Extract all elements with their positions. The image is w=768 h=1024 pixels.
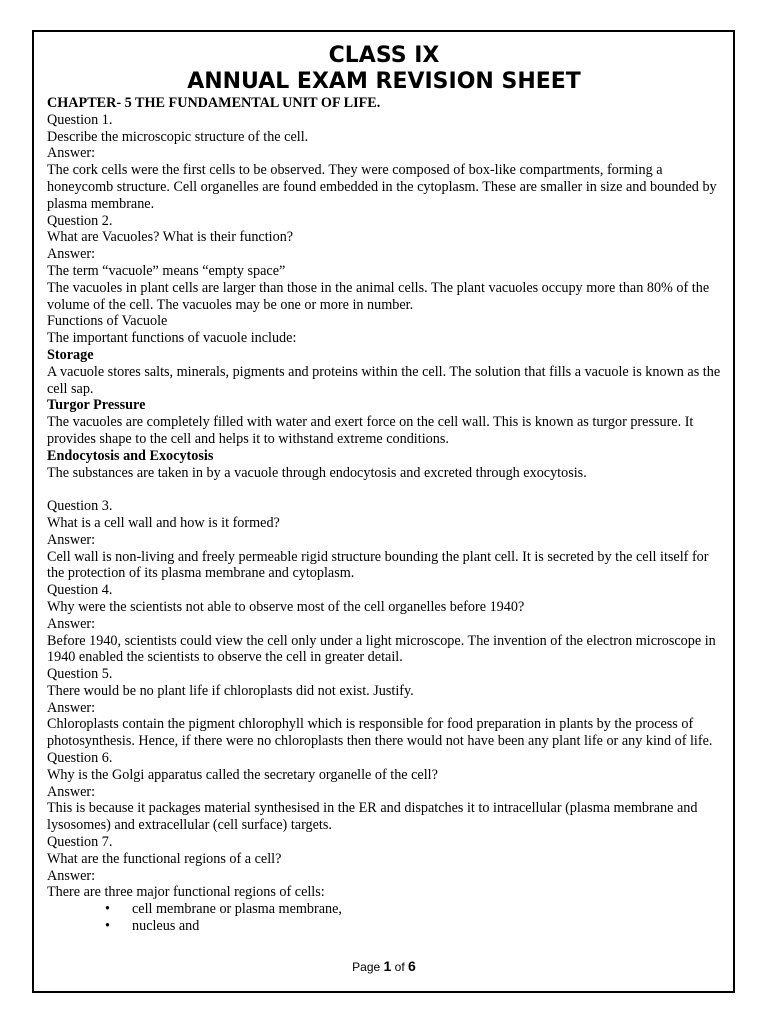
document-body xyxy=(47,95,727,935)
answer-label: Answer: xyxy=(47,867,96,884)
question-label: Question 4. xyxy=(47,582,113,599)
question-text: What is a cell wall and how is it formed? xyxy=(47,514,280,531)
class-heading: CLASS IX xyxy=(328,43,440,68)
answer-label: Answer: xyxy=(47,699,96,716)
question-text: There would be no plant life if chloroplasts did not exist. Justify. xyxy=(47,682,414,699)
answer-text: The vacuoles are completely filled with water and exert force on the cell wall. This is known as turgor pressure. It provides shape to the cell and helps it to withstand extreme conditions. xyxy=(47,414,694,447)
sheet-title: ANNUAL EXAM REVISION SHEET xyxy=(187,69,581,94)
answer-label: Answer: xyxy=(47,246,96,263)
bullet-icon: • xyxy=(105,918,110,935)
answer-text: The important functions of vacuole include: xyxy=(47,330,297,347)
question-label: Question 6. xyxy=(47,750,113,767)
list-item-text: cell membrane or plasma membrane, xyxy=(132,901,342,918)
answer-text: There are three major functional regions of cells: xyxy=(47,884,325,901)
subheading-turgor: Turgor Pressure xyxy=(47,397,146,414)
subheading-storage: Storage xyxy=(47,346,94,363)
list-item xyxy=(47,901,727,918)
answer-text: The substances are taken in by a vacuole through endocytosis and excreted through exocytosis. xyxy=(47,464,587,481)
subheading-endocytosis: Endocytosis and Exocytosis xyxy=(47,447,214,464)
list-item-text: nucleus and xyxy=(132,918,200,935)
answer-label: Answer: xyxy=(47,615,96,632)
question-text: What are the functional regions of a cell? xyxy=(47,850,282,867)
bullet-icon: • xyxy=(105,901,110,918)
of-word: of xyxy=(394,960,405,974)
page-word: Page xyxy=(352,960,381,974)
answer-text: Functions of Vacuole xyxy=(47,313,168,330)
blank-line xyxy=(47,481,727,498)
question-label: Question 5. xyxy=(47,666,113,683)
question-text: What are Vacuoles? What is their function? xyxy=(47,229,294,246)
answer-text: Chloroplasts contain the pigment chlorophyll which is responsible for food preparation in plants by the process of photosynthesis. Hence, if there were no chloroplasts then there would not have been any plant life or any kind of life. xyxy=(47,716,713,750)
answer-text: The cork cells were the first cells to be observed. They were composed of box-like compartments, forming a honeycomb structure. Cell organelles are found embedded in the cytoplasm. These are smaller in size and bounded by plasma membrane. xyxy=(47,162,717,212)
answer-text: This is because it packages material synthesised in the ER and dispatches it to intracellular (plasma membrane and lysosomes) and extracellular (cell surface) targets. xyxy=(47,800,698,834)
chapter-heading: CHAPTER- 5 THE FUNDAMENTAL UNIT OF LIFE. xyxy=(47,95,381,111)
question-text: Describe the microscopic structure of the cell. xyxy=(47,128,309,145)
page-total: 6 xyxy=(408,958,416,974)
answer-text: The vacuoles in plant cells are larger than those in the animal cells. The plant vacuoles occupy more than 80% of the volume of the cell. The vacuoles may be one or more in number. xyxy=(47,279,710,313)
answer-text: A vacuole stores salts, minerals, pigments and proteins within the cell. The solution that fills a vacuole is known as the cell sap. xyxy=(47,363,721,397)
page-footer xyxy=(0,958,768,974)
question-label: Question 3. xyxy=(47,498,113,515)
question-text: Why were the scientists not able to observe most of the cell organelles before 1940? xyxy=(47,598,525,615)
question-label: Question 7. xyxy=(47,834,113,851)
answer-text: The term “vacuole” means “empty space” xyxy=(47,262,286,279)
question-label: Question 1. xyxy=(47,111,113,128)
question-text: Why is the Golgi apparatus called the secretary organelle of the cell? xyxy=(47,766,438,783)
question-label: Question 2. xyxy=(47,212,113,229)
answer-text: Cell wall is non-living and freely permeable rigid structure bounding the plant cell. It is secreted by the cell itself for the protection of its plasma membrane and cytoplasm. xyxy=(47,548,709,582)
answer-text: Before 1940, scientists could view the cell only under a light microscope. The invention of the electron microscope in 1940 enabled the scientists to observe the cell in greater detail. xyxy=(47,632,716,666)
answer-label: Answer: xyxy=(47,531,96,548)
list-item xyxy=(47,918,727,935)
answer-label: Answer: xyxy=(47,145,96,162)
page-number: 1 xyxy=(383,958,392,974)
answer-label: Answer: xyxy=(47,783,96,800)
